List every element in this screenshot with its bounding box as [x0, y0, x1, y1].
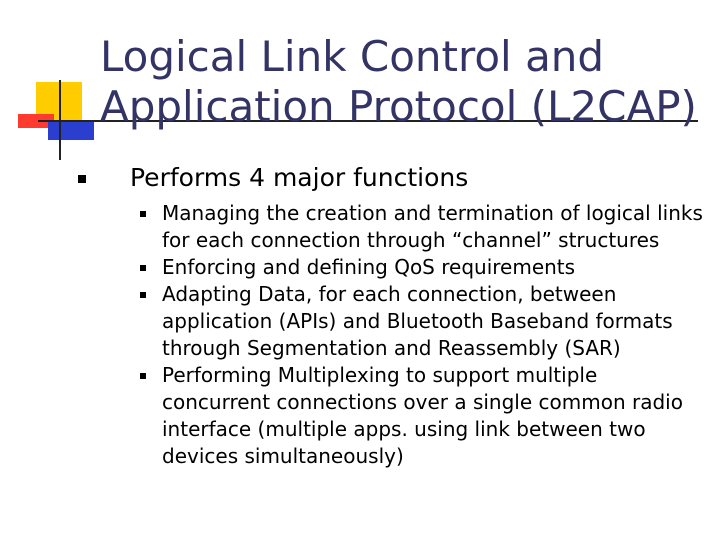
decorative-blue-bar — [48, 122, 94, 140]
sub-bullet-item — [78, 200, 708, 254]
main-bullet — [78, 162, 708, 194]
sub-bullet-item — [78, 281, 708, 362]
square-bullet-icon — [140, 373, 146, 379]
square-bullet-icon — [140, 211, 146, 217]
square-bullet-icon — [140, 265, 146, 271]
slide-title-line-2: Application Protocol (L2CAP) — [100, 82, 697, 131]
slide-body — [78, 162, 708, 470]
square-bullet-icon — [78, 175, 86, 183]
sub-bullet-item — [78, 254, 708, 281]
sub-bullet-text: Performing Multiplexing to support multiple concurrent connections over a single common radio interface (multiple apps. using link between two devices simultaneously) — [162, 363, 683, 468]
slide-title-line-1: Logical Link Control and — [100, 32, 605, 81]
sub-bullet-text: Enforcing and defining QoS requirements — [162, 255, 576, 279]
sub-bullet-item — [78, 362, 708, 470]
main-bullet-text: Performs 4 major functions — [130, 163, 469, 192]
sub-bullet-list — [78, 200, 708, 470]
sub-bullet-text: Managing the creation and termination of logical links for each connection through “channel” structures — [162, 201, 703, 252]
square-bullet-icon — [140, 292, 146, 298]
slide-title — [100, 32, 700, 132]
sub-bullet-text: Adapting Data, for each connection, between application (APIs) and Bluetooth Baseband formats through Segmentation and Reassembly (SAR) — [162, 282, 673, 360]
